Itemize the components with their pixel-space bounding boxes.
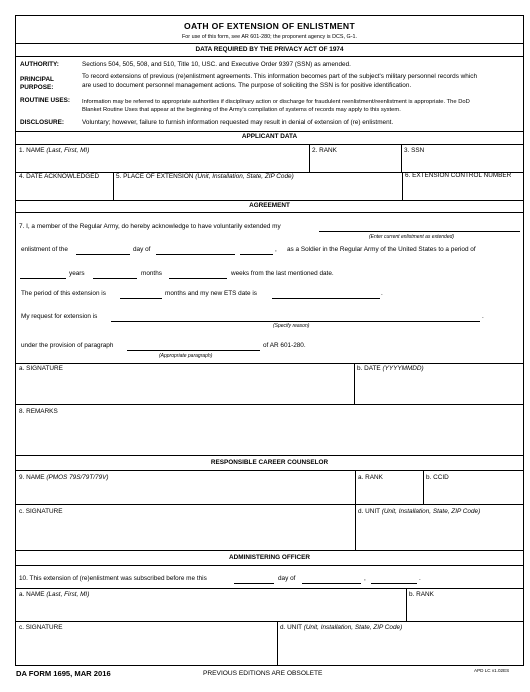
routine-uses-text-2: Blanket Routine Uses that appear at the beginning of the Army's compilation of systems of records may apply to this system. xyxy=(82,107,401,113)
request-reason-label: My request for extension is xyxy=(21,313,98,320)
counselor-rank-label: a. RANK xyxy=(358,474,383,481)
ssn-label: 3. SSN xyxy=(404,147,425,154)
officer-unit-hint: (Unit, Installation, State, ZIP Code) xyxy=(303,624,403,631)
officer-month-input[interactable] xyxy=(302,583,361,584)
enlistment-year-input[interactable] xyxy=(240,254,273,255)
counselor-signature-label: c. SIGNATURE xyxy=(19,508,63,515)
routine-uses-text: Information may be referred to appropriate authorities if disciplinary action or discharge for fraudulent reenlistment/reenlistment is appropriate. The DoD xyxy=(82,99,470,105)
name-label: 1. NAME xyxy=(19,147,45,154)
purpose-label: PRINCIPAL xyxy=(20,76,54,83)
counselor-name-hint: (PMOS 79S/79T/79V) xyxy=(46,474,109,481)
paragraph-input[interactable] xyxy=(127,350,260,351)
counselor-name-field[interactable] xyxy=(16,470,355,504)
oath-form xyxy=(15,15,524,666)
purpose-label-2: PURPOSE: xyxy=(20,84,54,91)
rank-label: 2. RANK xyxy=(312,147,337,154)
counselor-unit-hint: (Unit, Installation, State, ZIP Code) xyxy=(381,508,481,515)
officer-day-of-label: day of xyxy=(278,575,296,582)
disclosure-text: Voluntary; however, failure to furnish information requested may result in denial of extension of (re) enlistment. xyxy=(82,119,394,126)
period-3: . xyxy=(419,575,421,582)
counselor-signature-field[interactable] xyxy=(16,504,355,550)
day-of-label: day of xyxy=(133,246,151,253)
purpose-text-2: are used to document personnel management actions. The purpose of soliciting the SSN is for positive identification. xyxy=(82,82,412,89)
place-of-extension-field[interactable] xyxy=(113,172,402,200)
enlistment-of-the-label: enlistment of the xyxy=(21,246,68,253)
years-input[interactable] xyxy=(20,278,66,279)
version-label: APD LC v1.02ES xyxy=(474,668,510,673)
extension-control-number-field[interactable] xyxy=(402,172,523,200)
officer-name-hint: (Last, First, MI) xyxy=(46,591,90,598)
officer-name-label: a. NAME xyxy=(19,591,45,598)
officer-day-input[interactable] xyxy=(234,583,274,584)
months-input[interactable] xyxy=(93,278,137,279)
remarks-label: 8. REMARKS xyxy=(19,408,58,415)
control-number-label: 6. EXTENSION CONTROL NUMBER xyxy=(405,172,512,179)
officer-signature-field[interactable] xyxy=(16,621,277,665)
counselor-unit-field[interactable] xyxy=(355,504,523,550)
authority-label: AUTHORITY: xyxy=(20,61,59,68)
name-hint: (Last, First, MI) xyxy=(46,147,90,154)
officer-signature-label: c. SIGNATURE xyxy=(19,624,63,631)
counselor-heading: RESPONSIBLE CAREER COUNSELOR xyxy=(210,459,329,466)
applicant-signature-field[interactable] xyxy=(16,363,354,404)
date-hint: (YYYYMMDD) xyxy=(382,365,424,372)
period: . xyxy=(381,290,383,297)
soldier-period-text: as a Soldier in the Regular Army of the United States to a period of xyxy=(287,246,476,253)
current-enlistment-hint: (Enter current enlistment as extended) xyxy=(369,234,455,240)
date-acknowledged-field[interactable] xyxy=(16,172,113,200)
counselor-ccid-field[interactable] xyxy=(423,470,523,504)
paragraph-label: under the provision of paragraph xyxy=(21,342,114,349)
officer-name-field[interactable] xyxy=(16,588,406,621)
applicant-rank-field[interactable] xyxy=(309,144,401,172)
authority-text: Sections 504, 505, 508, and 510, Title 10, USC. and Executive Order 9397 (SSN) as amended. xyxy=(82,61,351,68)
ccid-label: b. CCID xyxy=(426,474,449,481)
disclosure-label: DISCLOSURE: xyxy=(20,119,65,126)
counselor-rank-field[interactable] xyxy=(355,470,423,504)
form-subtitle: For use of this form, see AR 601-280; the proponent agency is DCS, G-1. xyxy=(182,34,357,40)
officer-unit-label: d. UNIT xyxy=(280,624,302,631)
agreement-heading: AGREEMENT xyxy=(249,202,290,209)
purpose-text: To record extensions of previous (re)enlistment agreements. This information becomes part of the subject's military personnel records which xyxy=(82,73,478,80)
new-ets-label: months and my new ETS date is xyxy=(165,290,257,297)
period-2: . xyxy=(482,313,484,320)
specify-reason-hint: (Specify reason) xyxy=(273,323,310,329)
officer-rank-label: b. RANK xyxy=(409,591,434,598)
officer-unit-field[interactable] xyxy=(277,621,523,665)
officer-line-label: 10. This extension of (re)enlistment was subscribed before me this xyxy=(19,575,207,582)
weeks-input[interactable] xyxy=(169,278,227,279)
years-label: years xyxy=(69,270,85,277)
applicant-ssn-field[interactable] xyxy=(401,144,523,172)
place-hint: (Unit, Installation, State, ZIP Code) xyxy=(195,173,294,180)
agreement-line-1: 7. I, a member of the Regular Army, do hereby acknowledge to have voluntarily extended my xyxy=(19,223,281,230)
officer-year-input[interactable] xyxy=(371,583,417,584)
enlistment-day-input[interactable] xyxy=(76,254,130,255)
date-acknowledged-label: 4. DATE ACKNOWLEDGED xyxy=(19,173,100,180)
ar-label: of AR 601-280. xyxy=(263,342,306,349)
applicant-name-field[interactable] xyxy=(16,144,309,172)
officer-heading: ADMINISTERING OFFICER xyxy=(229,554,310,561)
applicant-heading: APPLICANT DATA xyxy=(241,133,298,140)
comma-2: , xyxy=(364,575,366,582)
enlistment-month-input[interactable] xyxy=(156,254,235,255)
counselor-name-label: 9. NAME xyxy=(19,474,45,481)
officer-rank-field[interactable] xyxy=(406,588,523,621)
counselor-unit-label: d. UNIT xyxy=(358,508,380,515)
current-enlistment-input[interactable] xyxy=(319,231,520,232)
signature-label: a. SIGNATURE xyxy=(19,365,63,372)
weeks-label: weeks from the last mentioned date. xyxy=(231,270,334,277)
remarks-field[interactable] xyxy=(16,404,523,455)
form-number: DA FORM 1695, MAR 2016 xyxy=(16,669,111,678)
applicant-date-field[interactable] xyxy=(354,363,523,404)
place-label: 5. PLACE OF EXTENSION xyxy=(116,173,194,180)
extension-period-label: The period of this extension is xyxy=(21,290,106,297)
previous-editions-note: PREVIOUS EDITIONS ARE OBSOLETE xyxy=(203,670,323,677)
form-title: OATH OF EXTENSION OF ENLISTMENT xyxy=(184,21,355,31)
extension-months-input[interactable] xyxy=(120,298,162,299)
comma: , xyxy=(275,246,277,253)
date-label: b. DATE xyxy=(357,365,381,372)
months-label: months xyxy=(141,270,162,277)
appropriate-paragraph-hint: (Appropriate paragraph) xyxy=(159,353,213,359)
routine-uses-label: ROUTINE USES: xyxy=(20,97,71,104)
privacy-heading: DATA REQUIRED BY THE PRIVACY ACT OF 1974 xyxy=(195,46,344,53)
new-ets-date-input[interactable] xyxy=(272,298,380,299)
